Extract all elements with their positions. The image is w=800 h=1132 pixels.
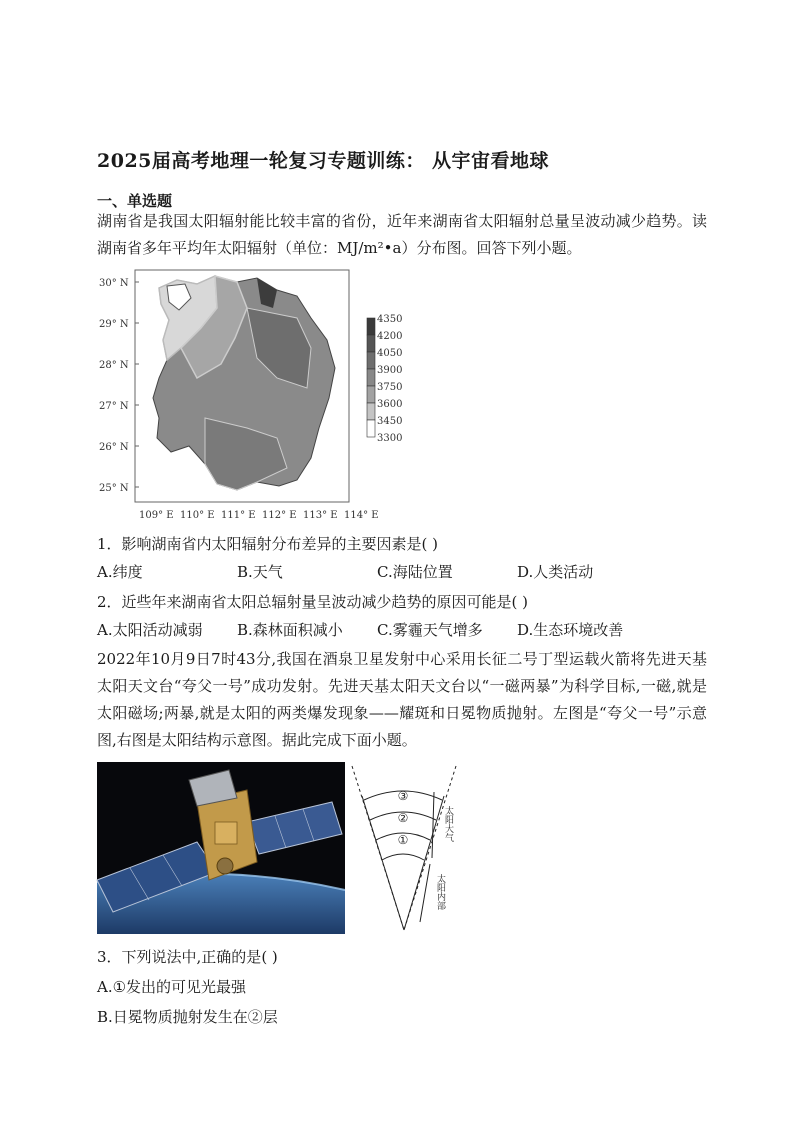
option-b: B.森林面积减小 — [237, 621, 343, 639]
option-b: B.天气 — [237, 563, 283, 581]
question-2-stem: 2．近些年来湖南省太阳总辐射量呈波动减少趋势的原因可能是( ) — [97, 593, 529, 611]
question-2-options — [97, 619, 717, 640]
intro-paragraph-2: 2022年10月9日7时43分,我国在酒泉卫星发射中心采用长征二号丁型运载火箭将先进天基太阳天文台“夸父一号”成功发射。先进天基太阳天文台以“一磁两暴”为科学目标,一磁,就是太阳磁场;两暴,就是太阳的两类爆发现象——耀斑和日冕物质抛射。左图是“夸父一号”示意图,右图是太阳结构示意图。据此完成下面小题。 — [97, 650, 707, 749]
legend-label: 3900 — [377, 365, 403, 376]
legend-label: 4350 — [377, 314, 403, 325]
option-d: D.生态环境改善 — [517, 621, 624, 639]
legend-label: 4050 — [377, 348, 403, 359]
layer-label: ③ — [397, 789, 409, 803]
question-1-stem: 1．影响湖南省内太阳辐射分布差异的主要因素是( ) — [97, 535, 439, 553]
lat-label: 26° N — [99, 442, 129, 453]
document-title: 2025届高考地理一轮复习专题训练： 从宇宙看地球 — [97, 150, 549, 172]
lon-label: 112° E — [262, 510, 297, 521]
lat-label: 25° N — [99, 483, 129, 494]
legend-label: 3600 — [377, 399, 403, 410]
lon-label: 110° E — [180, 510, 215, 521]
option-a: A.太阳活动减弱 — [97, 621, 203, 639]
lon-label: 109° E — [139, 510, 174, 521]
radiation-map — [97, 268, 403, 526]
legend-label: 3750 — [377, 382, 403, 393]
section-heading: 一、单选题 — [97, 192, 173, 210]
layer-label: ① — [397, 833, 409, 847]
lon-label: 114° E — [344, 510, 379, 521]
option-a: A.纬度 — [97, 563, 143, 581]
option-c: C.海陆位置 — [377, 563, 453, 581]
lat-label: 27° N — [99, 401, 129, 412]
label-sun-atmosphere: 太阳大气 — [443, 806, 453, 842]
lon-label: 113° E — [303, 510, 338, 521]
map-legend — [367, 314, 402, 444]
legend-label: 3450 — [377, 416, 403, 427]
option-d: D.人类活动 — [517, 563, 594, 581]
lat-label: 30° N — [99, 278, 129, 289]
layer-label: ② — [397, 811, 409, 825]
lat-label: 28° N — [99, 360, 129, 371]
label-sun-interior: 太阳内部 — [435, 874, 445, 910]
question-3-option-b: B.日冕物质抛射发生在②层 — [97, 1008, 278, 1026]
satellite-illustration — [97, 762, 345, 934]
intro-paragraph-1: 湖南省是我国太阳辐射能比较丰富的省份，近年来湖南省太阳辐射总量呈波动减少趋势。读湖南省多年平均年太阳辐射（单位：MJ/m²•a）分布图。回答下列小题。 — [97, 212, 707, 257]
lat-label: 29° N — [99, 319, 129, 330]
legend-label: 4200 — [377, 331, 403, 342]
lon-label: 111° E — [221, 510, 256, 521]
legend-label: 3300 — [377, 433, 403, 444]
option-c: C.雾霾天气增多 — [377, 621, 483, 639]
question-3-stem: 3．下列说法中,正确的是( ) — [97, 948, 278, 966]
question-3-option-a: A.①发出的可见光最强 — [97, 978, 247, 996]
sun-structure-diagram — [348, 762, 458, 934]
question-1-options — [97, 561, 717, 582]
